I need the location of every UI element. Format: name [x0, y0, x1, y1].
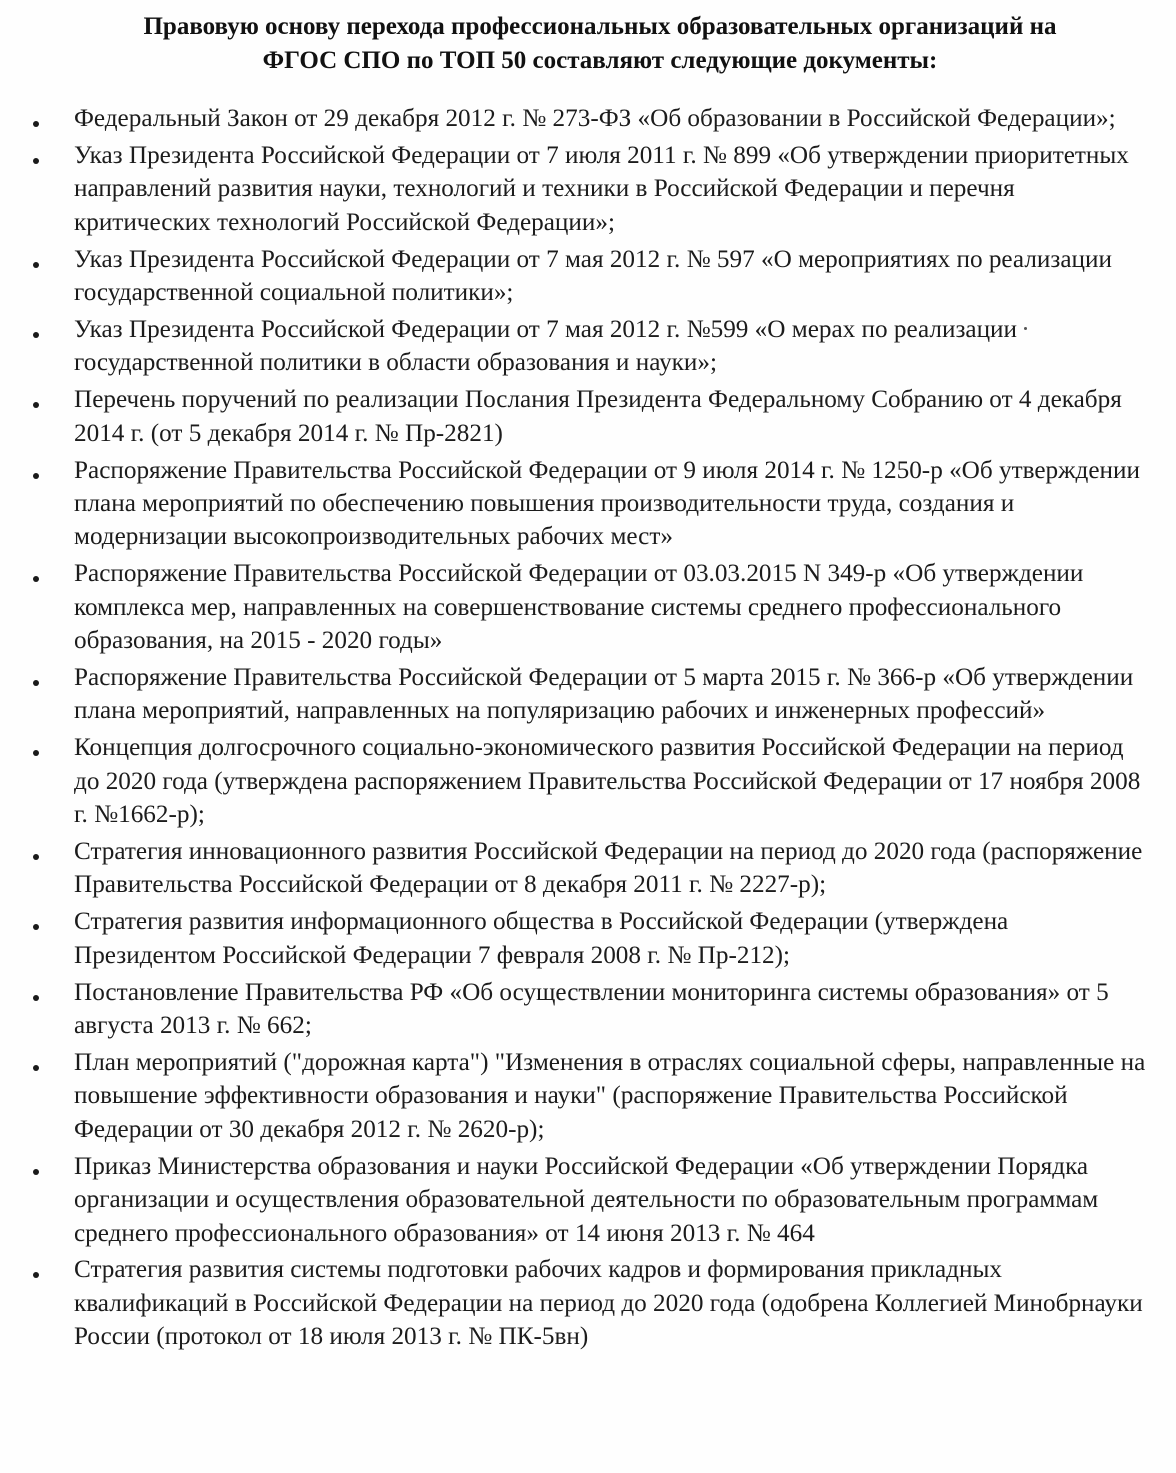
- bullet-icon: [33, 1272, 39, 1278]
- bullet-icon: [33, 473, 39, 479]
- document-title: [40, 10, 1160, 78]
- list-item-text: Концепция долгосрочного социально-экономического развития Российской Федерации на период до 2020 года (утверждена распоряжением Правительства Российской Федерации от 17 ноября 2008 г. №1662-р);: [74, 734, 1141, 829]
- list-item: [30, 976, 1150, 1043]
- list-item-text: Распоряжение Правительства Российской Федерации от 9 июля 2014 г. № 1250-р «Об утверждении плана мероприятий по обеспечению повышения производительности труда, создания и модернизации высокопроизводительных рабочих мест»: [74, 456, 1140, 551]
- list-item-text: Приказ Министерства образования и науки Российской Федерации «Об утверждении Порядка организации и осуществления образовательной деятельности по образовательным программам среднего профессионального образования» от 14 июня 2013 г. № 464: [74, 1152, 1099, 1247]
- list-item: [30, 835, 1150, 902]
- bullet-icon: [33, 854, 39, 860]
- list-item-text: Постановление Правительства РФ «Об осуществлении мониторинга системы образования» от 5 августа 2013 г. № 662;: [74, 978, 1109, 1040]
- list-item: [30, 139, 1150, 239]
- list-item-text: План мероприятий ("дорожная карта") "Изменения в отраслях социальной сферы, направленные на повышение эффективности образования и науки" (распоряжение Правительства Российской Федерации от 30 декабря 2012 г. № 2620-р);: [74, 1048, 1146, 1143]
- list-item-text: Стратегия инновационного развития Российской Федерации на период до 2020 года (распоряжение Правительства Российской Федерации от 8 декабря 2011 г. № 2227-р);: [74, 838, 1143, 899]
- bullet-icon: [33, 680, 39, 686]
- list-item: [30, 661, 1150, 728]
- title-line-1: Правовую основу перехода профессиональных образовательных организаций на: [143, 13, 1057, 40]
- list-item: [30, 1046, 1150, 1146]
- list-item-text: Указ Президента Российской Федерации от 7 мая 2012 г. №599 «О мерах по реализации государственной политики в области образования и науки»;: [74, 315, 1018, 377]
- list-item-text: Распоряжение Правительства Российской Федерации от 5 марта 2015 г. № 366-р «Об утверждении плана мероприятий, направленных на популяризацию рабочих и инженерных профессий»: [74, 664, 1134, 725]
- list-item: [30, 1150, 1150, 1250]
- document-list: [30, 102, 1150, 1357]
- bullet-icon: [33, 262, 39, 268]
- bullet-icon: [33, 750, 39, 756]
- list-item-text: Перечень поручений по реализации Послания Президента Федеральному Собранию от 4 декабря 2014 г. (от 5 декабря 2014 г. № Пр-2821): [74, 386, 1122, 447]
- list-item: [30, 1253, 1150, 1353]
- title-line-2: ФГОС СПО по ТОП 50 составляют следующие документы:: [262, 47, 938, 74]
- bullet-icon: [33, 332, 39, 338]
- list-item-text: Стратегия развития информационного общества в Российской Федерации (утверждена Президентом Российской Федерации 7 февраля 2008 г. № Пр-212);: [74, 908, 1009, 969]
- bullet-icon: [33, 158, 39, 164]
- scan-speck: [1024, 327, 1027, 330]
- list-item-text: Федеральный Закон от 29 декабря 2012 г. № 273-ФЗ «Об образовании в Российской Федерации»;: [74, 105, 1116, 132]
- bullet-icon: [33, 402, 39, 408]
- list-item: [30, 454, 1150, 554]
- list-item: [30, 731, 1150, 831]
- list-item-text: Распоряжение Правительства Российской Федерации от 03.03.2015 N 349-р «Об утверждении комплекса мер, направленных на совершенствование системы среднего профессионального образования, на 2015 - 2020 годы»: [74, 560, 1084, 655]
- bullet-icon: [33, 995, 39, 1001]
- bullet-icon: [33, 576, 39, 582]
- bullet-icon: [33, 1065, 39, 1071]
- bullet-icon: [33, 924, 39, 930]
- list-item-text: Указ Президента Российской Федерации от 7 июля 2011 г. № 899 «Об утверждении приоритетных направлений развития науки, технологий и техники в Российской Федерации и перечня критических технологий Российской Федерации»;: [74, 141, 1129, 236]
- bullet-icon: [33, 1169, 39, 1175]
- list-item: [30, 383, 1150, 450]
- list-item: [30, 102, 1150, 135]
- list-item: [30, 243, 1150, 310]
- list-item: [30, 557, 1150, 657]
- list-item: [30, 313, 1150, 380]
- bullet-icon: [33, 121, 39, 127]
- list-item-text: Стратегия развития системы подготовки рабочих кадров и формирования прикладных квалификаций в Российской Федерации на период до 2020 года (одобрена Коллегией Минобрнауки России (протокол от 18 июля 2013 г. № ПК-5вн): [74, 1256, 1143, 1351]
- list-item-text: Указ Президента Российской Федерации от 7 мая 2012 г. № 597 «О мероприятиях по реализации государственной социальной политики»;: [74, 245, 1112, 307]
- list-item: [30, 905, 1150, 972]
